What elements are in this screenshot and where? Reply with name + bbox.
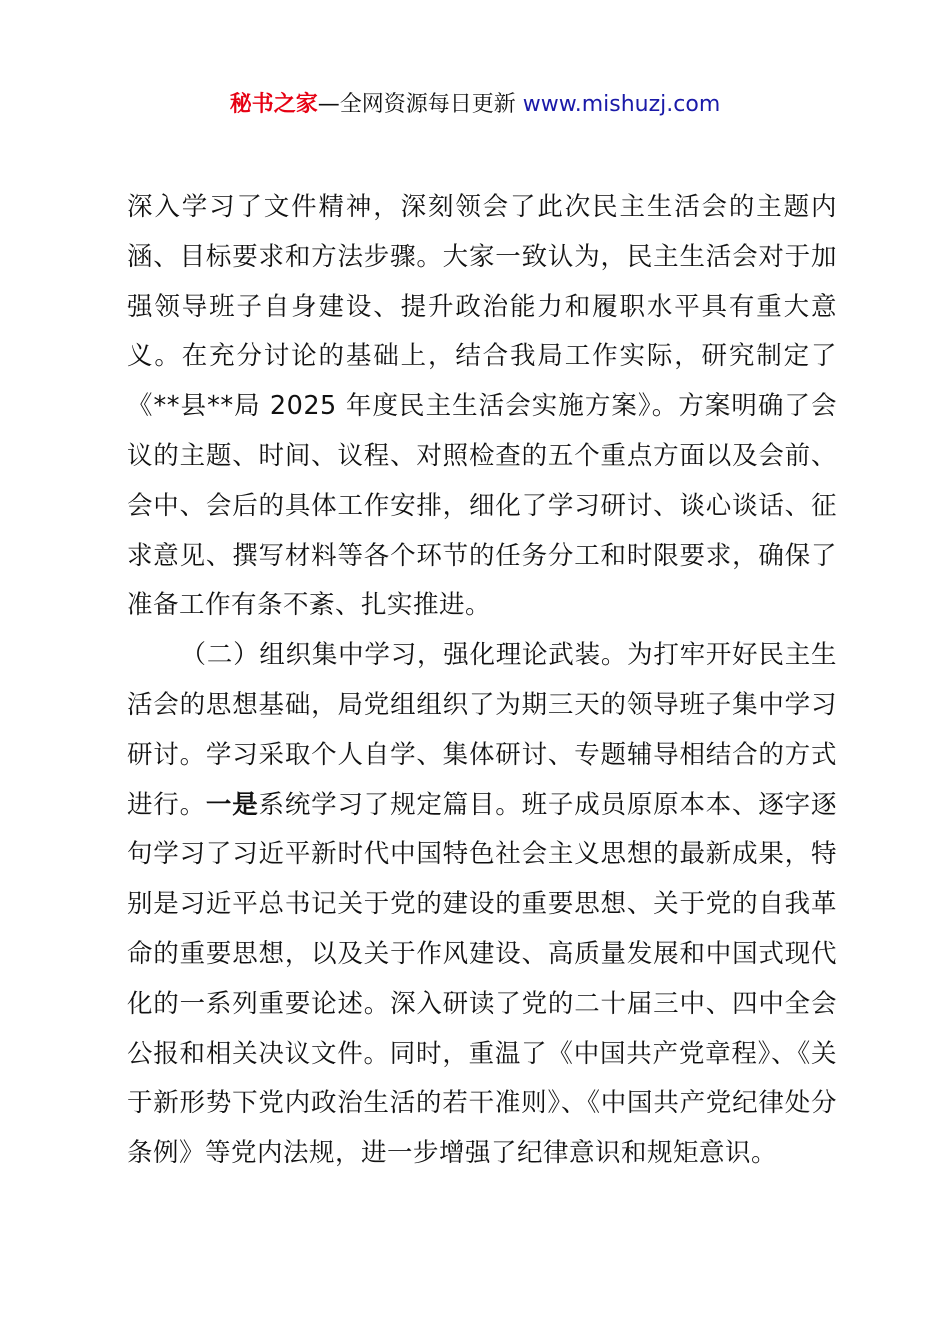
paragraph-2-emphasis: 一是: [205, 789, 259, 820]
paragraph-1: 深入学习了文件精神，深刻领会了此次民主生活会的主题内涵、目标要求和方法步骤。大家一致认为，民主生活会对于加强领导班子自身建设、提升政治能力和履职水平具有重大意义。在充分讨论的基础上，结合我局工作实际，研究制定了《**县**局 2025 年度民主生活会实施方案》。方案明确了会议的主题、时间、议程、对照检查的五个重点方面以及会前、会中、会后的具体工作安排，细化了学习研讨、谈心谈话、征求意见、撰写材料等各个环节的任务分工和时限要求，确保了准备工作有条不紊、扎实推进。: [127, 192, 837, 621]
document-body: [127, 183, 837, 1179]
paragraph-2-lead: （二）组织集中学习，强化理论武装。为打牢开好民主生活会的思想基础，局党组组织了为期三天的领导班子集中学习研讨。学习采取个人自学、集体研讨、专题辅导相结合的方式进行。: [127, 640, 837, 820]
paragraph-2: [127, 631, 837, 1179]
brand-name: 秘书之家: [229, 92, 318, 117]
website-link[interactable]: www.mishuzj.com: [522, 92, 721, 117]
header-tagline: —全网资源每日更新: [317, 92, 523, 117]
page-header: [0, 88, 950, 122]
paragraph-2-rest: 系统学习了规定篇目。班子成员原原本本、逐字逐句学习了习近平新时代中国特色社会主义思想的最新成果，特别是习近平总书记关于党的建设的重要思想、关于党的自我革命的重要思想，以及关于作风建设、高质量发展和中国式现代化的一系列重要论述。深入研读了党的二十届三中、四中全会公报和相关决议文件。同时，重温了《中国共产党章程》、《关于新形势下党内政治生活的若干准则》、《中国共产党纪律处分条例》等党内法规，进一步增强了纪律意识和规矩意识。: [127, 789, 837, 1169]
